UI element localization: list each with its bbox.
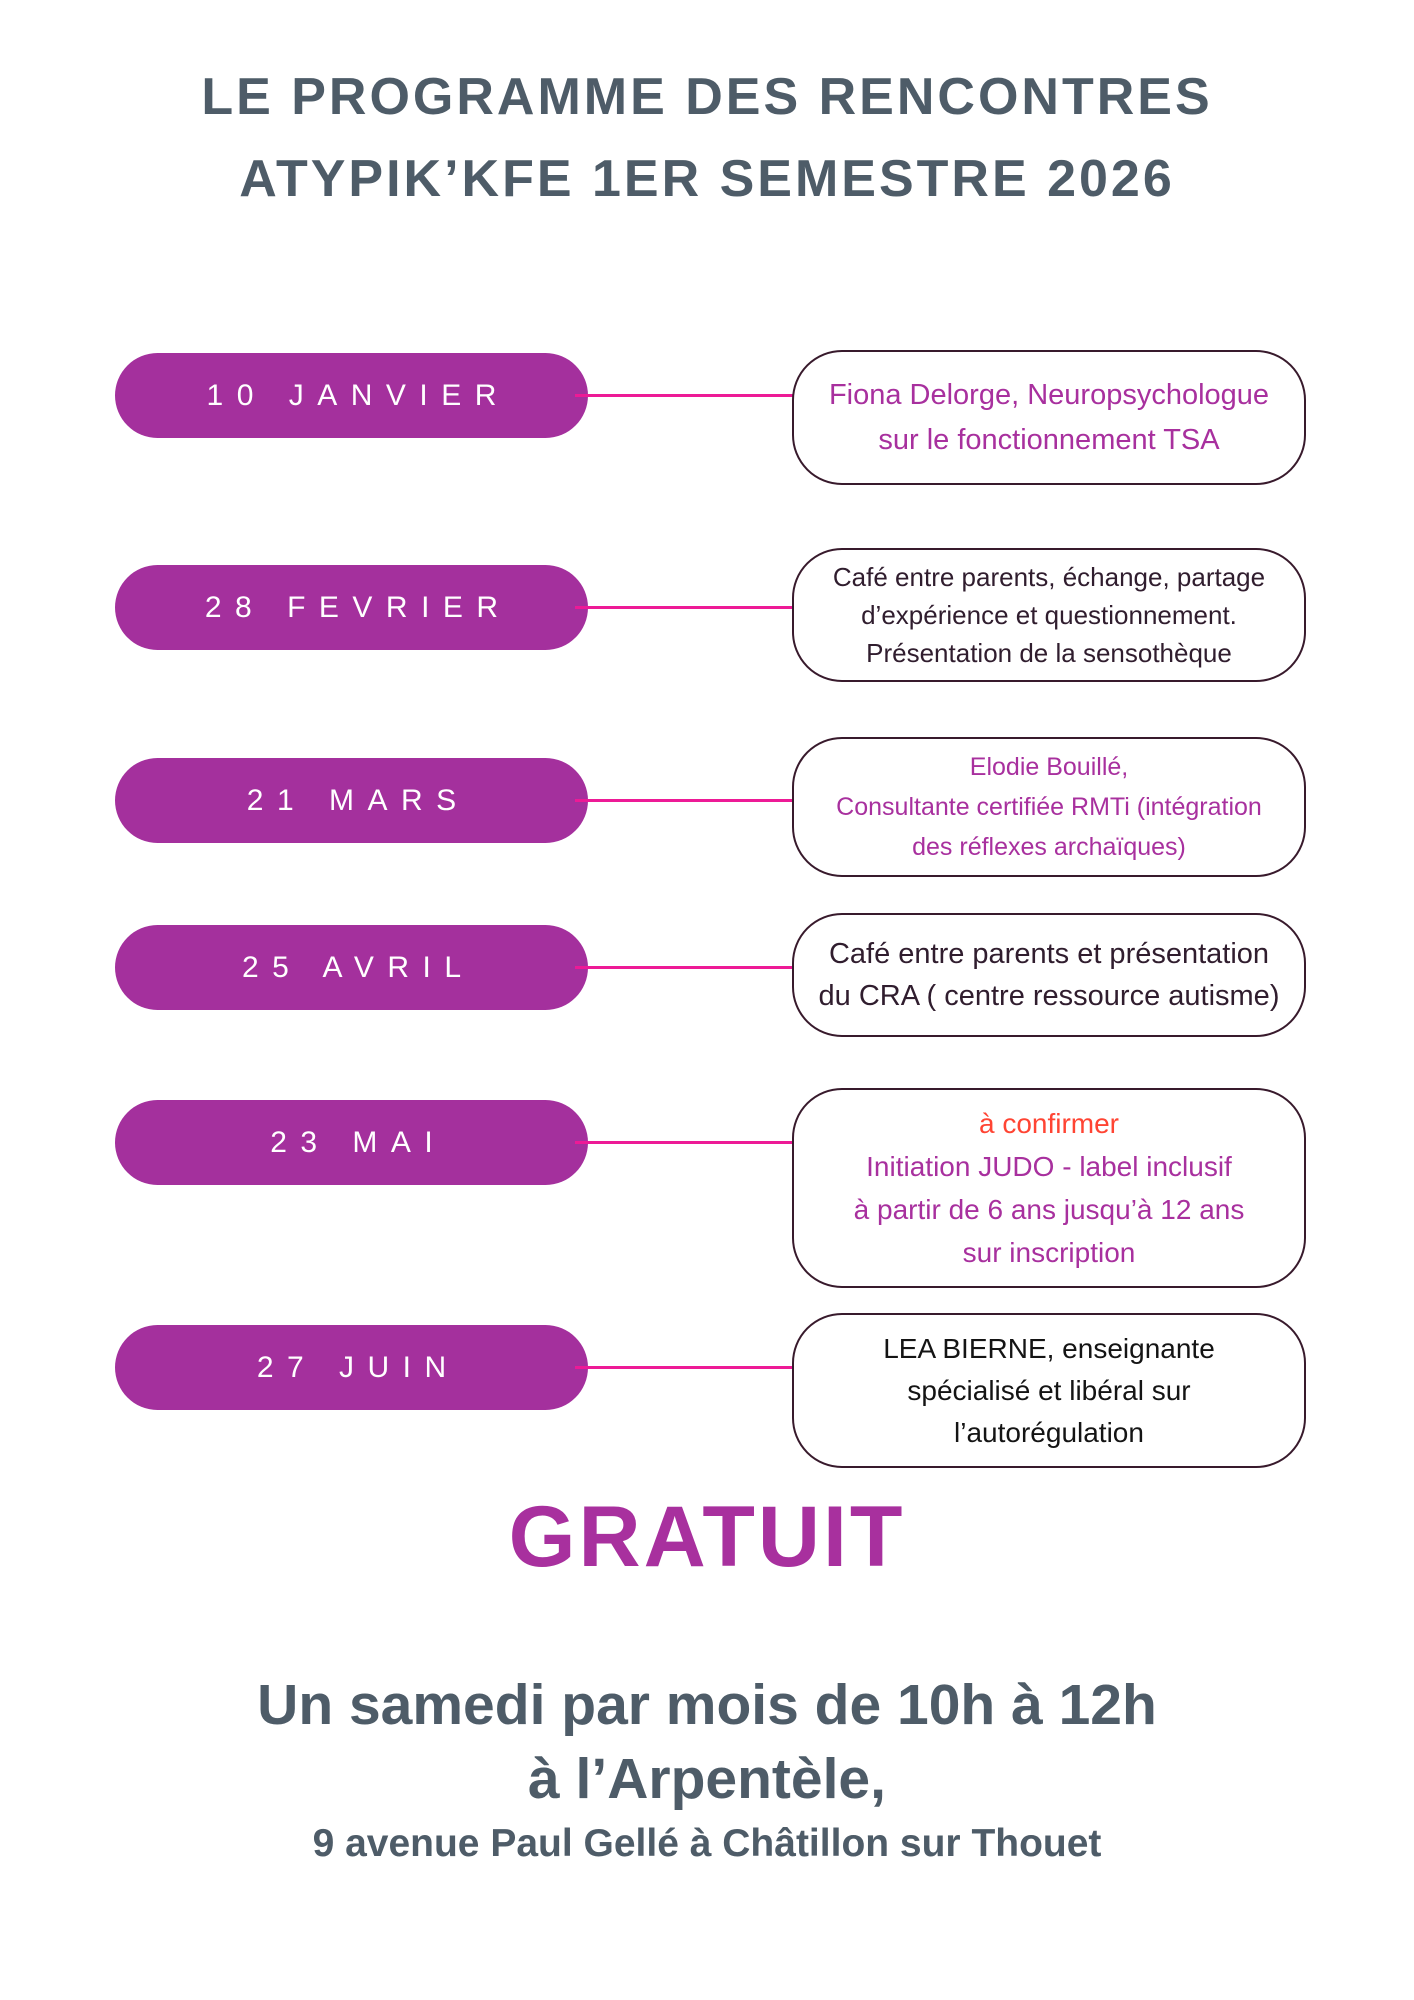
event-text-line: LEA BIERNE, enseignante <box>883 1332 1215 1364</box>
event-text-line: Présentation de la sensothèque <box>866 638 1232 668</box>
event-text-line: des réflexes archaïques) <box>912 833 1186 861</box>
venue-schedule-line: Un samedi par mois de 10h à 12h <box>257 1673 1157 1737</box>
event-text-line: à confirmer <box>978 1108 1120 1139</box>
connector-line <box>575 1141 805 1144</box>
event-text-line: Café entre parents et présentation <box>828 938 1270 970</box>
event-text-line: Fiona Delorge, Neuropsychologue <box>828 378 1270 411</box>
page-title <box>0 56 1414 220</box>
event-text-line: sur inscription <box>962 1237 1136 1268</box>
event-box <box>792 1088 1306 1288</box>
date-pill: 28 FEVRIER <box>115 565 588 650</box>
event-text-line: Elodie Bouillé, <box>969 753 1129 781</box>
venue-address-line: 9 avenue Paul Gellé à Châtillon sur Thouet <box>312 1822 1102 1865</box>
event-box <box>792 1313 1306 1468</box>
date-pill: 23 MAI <box>115 1100 588 1185</box>
gratuit-text: GRATUIT <box>508 1489 906 1585</box>
date-pill: 21 MARS <box>115 758 588 843</box>
event-text-line: du CRA ( centre ressource autisme) <box>818 980 1280 1012</box>
connector-line <box>575 966 805 969</box>
date-pill: 10 JANVIER <box>115 353 588 438</box>
event-text-line: spécialisé et libéral sur <box>907 1374 1191 1406</box>
date-pill: 27 JUIN <box>115 1325 588 1410</box>
event-text-line: Café entre parents, échange, partage <box>832 562 1266 592</box>
event-text-line: l’autorégulation <box>954 1416 1144 1448</box>
connector-line <box>575 1366 805 1369</box>
event-text-line: Initiation JUDO - label inclusif <box>866 1151 1232 1182</box>
event-box <box>792 350 1306 485</box>
connector-line <box>575 606 805 609</box>
title-line-2: ATYPIK’KFE 1ER SEMESTRE 2026 <box>239 150 1175 208</box>
event-text-line: Consultante certifiée RMTi (intégration <box>836 793 1262 821</box>
event-box <box>792 913 1306 1037</box>
event-box <box>792 737 1306 877</box>
event-text-line: sur le fonctionnement TSA <box>878 423 1220 456</box>
connector-line <box>575 394 805 397</box>
connector-line <box>575 799 805 802</box>
event-text-line: à partir de 6 ans jusqu’à 12 ans <box>853 1194 1245 1225</box>
event-text-line: d’expérience et questionnement. <box>861 600 1237 630</box>
title-line-1: LE PROGRAMME DES RENCONTRES <box>201 68 1213 126</box>
event-box <box>792 548 1306 682</box>
venue-place-line: à l’Arpentèle, <box>528 1747 886 1811</box>
date-pill: 25 AVRIL <box>115 925 588 1010</box>
venue-info <box>0 1668 1414 1872</box>
